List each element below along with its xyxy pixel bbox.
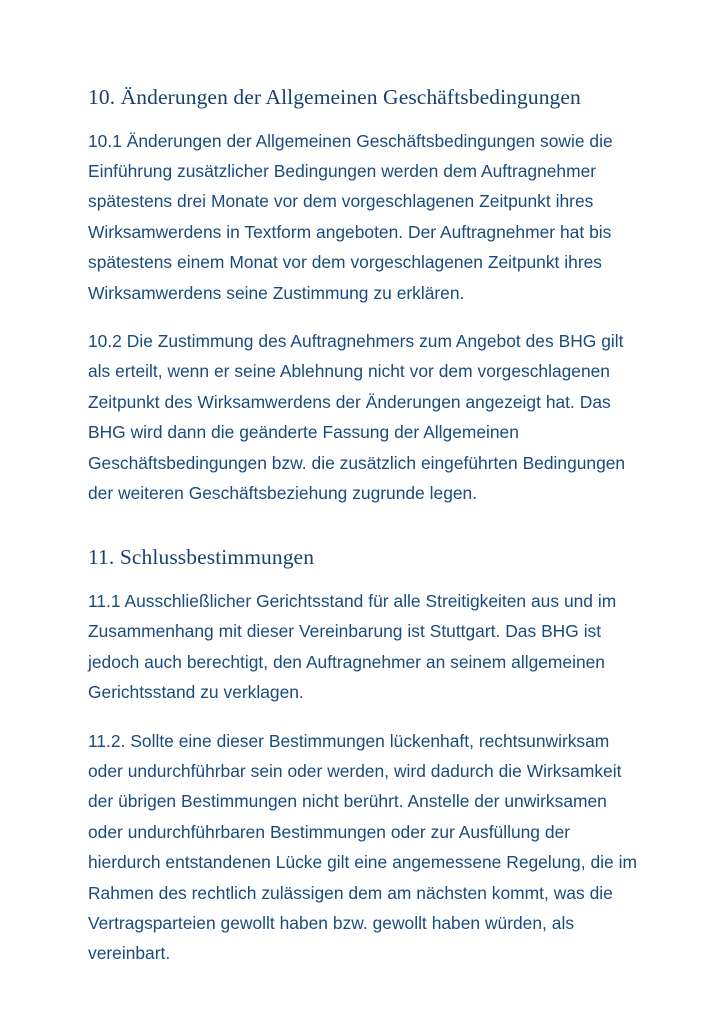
section-11-heading: 11. Schlussbestimmungen — [88, 545, 315, 570]
section-10 — [88, 84, 640, 508]
document-body — [88, 84, 640, 969]
section-10-heading: 10. Änderungen der Allgemeinen Geschäftsbedingungen — [88, 85, 581, 109]
clause-10-2-paragraph: 10.2 Die Zustimmung des Auftragnehmers zum Angebot des BHG gilt als erteilt, wenn er seine Ablehnung nicht vor dem vorgeschlagenen Zeitpunkt des Wirksamwerdens der Änderungen angezeigt hat. Das BHG wird dann die geänderte Fassung der Allgemeinen Geschäftsbedingungen bzw. die zusätzlich eingeführten Bedingungen der weiteren Geschäftsbeziehung zugrunde legen. — [88, 330, 626, 503]
clause-10-1-paragraph: 10.1 Änderungen der Allgemeinen Geschäftsbedingungen sowie die Einführung zusätzlicher Bedingungen werden dem Auftragnehmer spätestens drei Monate vor dem vorgeschlagenen Zeitpunkt ihres Wirksamwerdens in Textform angeboten. Der Auftragnehmer hat bis spätestens einem Monat vor dem vorgeschlagenen Zeitpunkt ihres Wirksamwerdens seine Zustimmung zu erklären. — [88, 130, 613, 303]
clause-11-2-paragraph: 11.2. Sollte eine dieser Bestimmungen lückenhaft, rechtsunwirksam oder undurchführbar sein oder werden, wird dadurch die Wirksamkeit der übrigen Bestimmungen nicht berührt. Anstelle der unwirksamen oder undurchführbaren Bestimmungen oder zur Ausfüllung der hierdurch entstandenen Lücke gilt eine angemessene Regelung, die im Rahmen des rechtlich zulässigen dem am nächsten kommt, was die Vertragsparteien gewollt haben bzw. gewollt haben würden, als vereinbart. — [88, 730, 637, 964]
section-11 — [88, 544, 640, 968]
clause-11-1-paragraph: 11.1 Ausschließlicher Gerichtsstand für alle Streitigkeiten aus und im Zusammenhang mit dieser Vereinbarung ist Stuttgart. Das BHG ist jedoch auch berechtigt, den Auftragnehmer an seinem allgemeinen Gerichtsstand zu verklagen. — [88, 590, 617, 703]
